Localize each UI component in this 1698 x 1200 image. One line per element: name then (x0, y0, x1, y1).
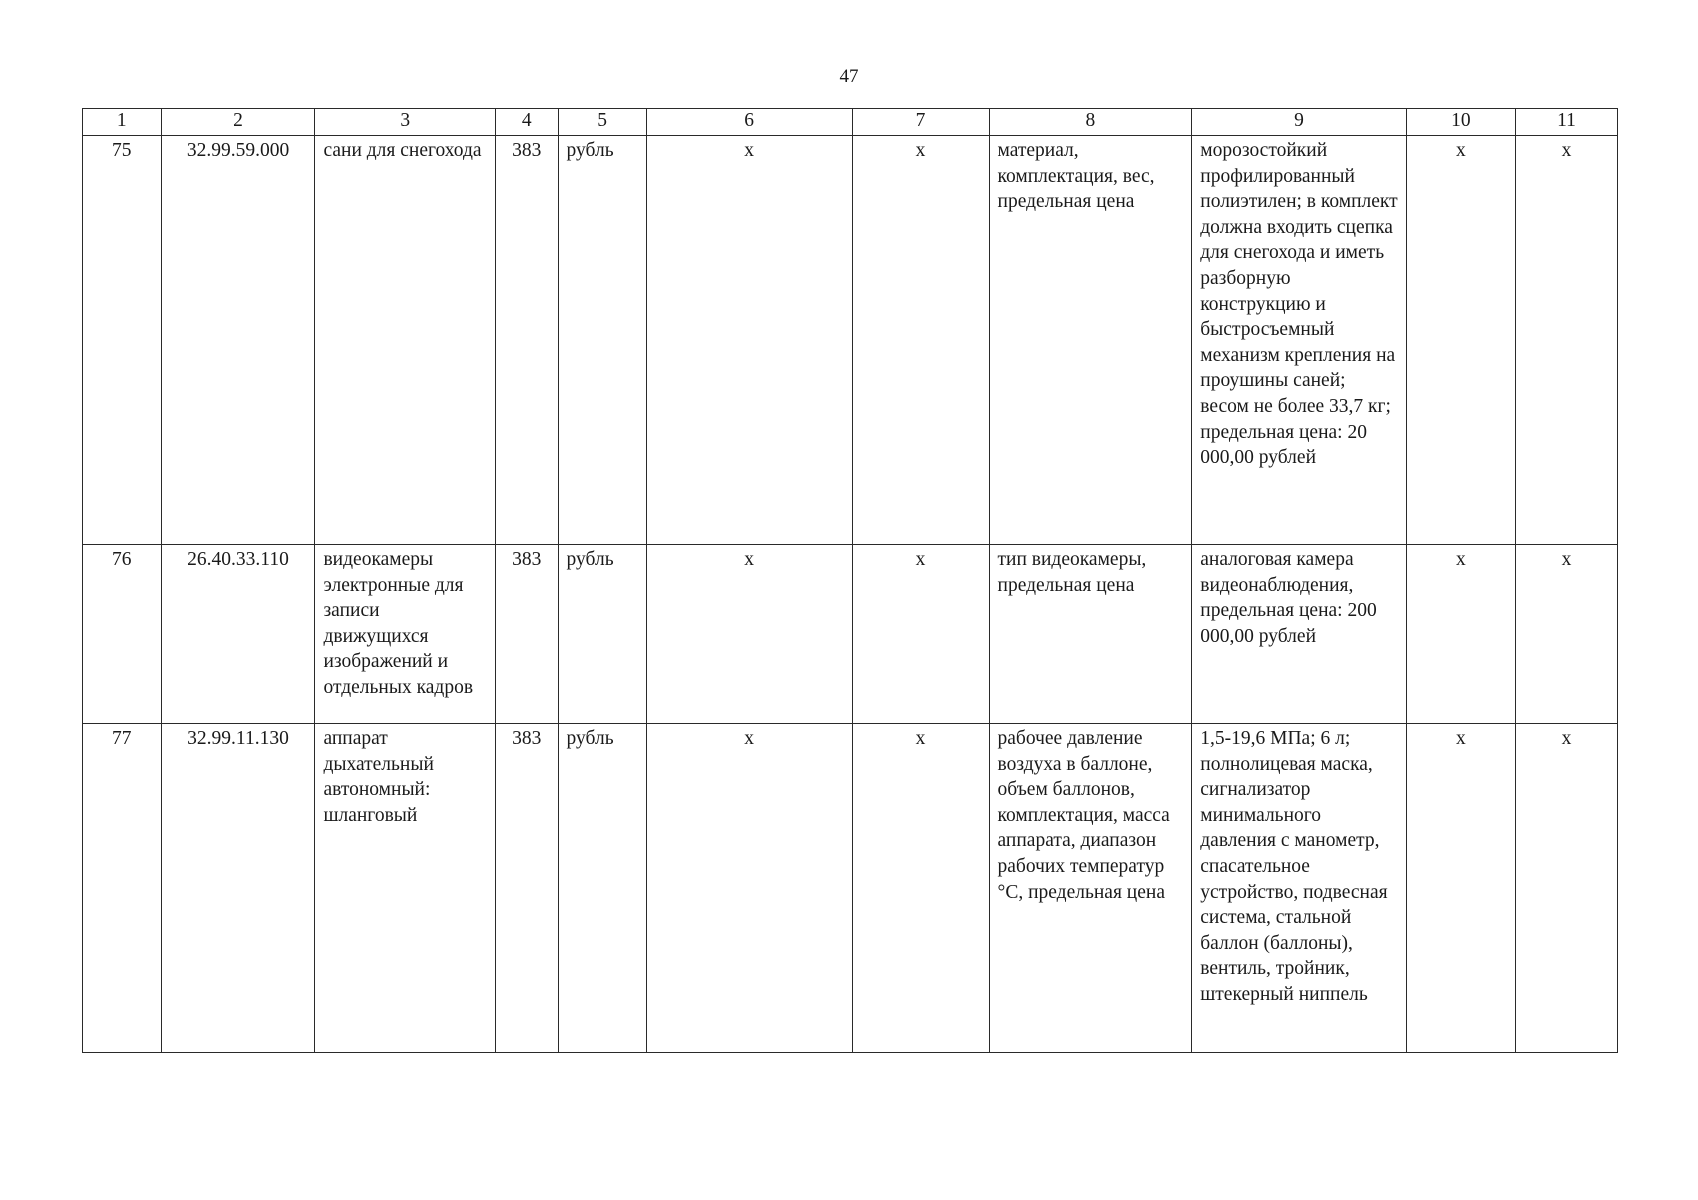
unit-code: 383 (495, 545, 558, 724)
column-header: 4 (495, 109, 558, 136)
column-7-value: x (852, 724, 989, 1053)
header-row (83, 109, 1618, 136)
characteristics: рабочее давление воздуха в баллоне, объем баллонов, комплектация, масса аппарата, диапазон рабочих температур °С, предельная цена (989, 724, 1192, 1053)
item-name: видеокамеры электронные для записи движущихся изображений и отдельных кадров (315, 545, 495, 724)
table-row (83, 724, 1618, 1053)
column-10-value: x (1406, 724, 1515, 1053)
characteristic-values: морозостойкий профилированный полиэтилен; в комплект должна входить сцепка для снегохода и иметь разборную конструкцию и быстросъемный механизм крепления на проушины саней; весом не более 33,7 кг; предельная цена: 20 000,00 рублей (1192, 136, 1406, 545)
column-header: 3 (315, 109, 495, 136)
column-header: 9 (1192, 109, 1406, 136)
page-number: 47 (839, 66, 859, 87)
column-header: 11 (1516, 109, 1618, 136)
item-name: сани для снегохода (315, 136, 495, 545)
row-number: 76 (83, 545, 162, 724)
unit-name: рубль (558, 724, 646, 1053)
characteristics: материал, комплектация, вес, предельная цена (989, 136, 1192, 545)
column-6-value: x (646, 724, 852, 1053)
column-11-value: x (1516, 724, 1618, 1053)
unit-code: 383 (495, 136, 558, 545)
classifier-code: 32.99.59.000 (161, 136, 315, 545)
classifier-code: 26.40.33.110 (161, 545, 315, 724)
column-10-value: x (1406, 545, 1515, 724)
column-10-value: x (1406, 136, 1515, 545)
column-header: 10 (1406, 109, 1515, 136)
column-7-value: x (852, 545, 989, 724)
column-11-value: x (1516, 545, 1618, 724)
column-6-value: x (646, 545, 852, 724)
specification-table (82, 108, 1618, 1053)
item-name: аппарат дыхательный автономный: шланговый (315, 724, 495, 1053)
unit-name: рубль (558, 136, 646, 545)
classifier-code: 32.99.11.130 (161, 724, 315, 1053)
column-header: 1 (83, 109, 162, 136)
column-header: 5 (558, 109, 646, 136)
column-header: 2 (161, 109, 315, 136)
column-header: 6 (646, 109, 852, 136)
column-11-value: x (1516, 136, 1618, 545)
column-header: 8 (989, 109, 1192, 136)
unit-name: рубль (558, 545, 646, 724)
column-header: 7 (852, 109, 989, 136)
table-row (83, 545, 1618, 724)
unit-code: 383 (495, 724, 558, 1053)
characteristic-values: 1,5-19,6 МПа; 6 л; полнолицевая маска, сигнализатор минимального давления с манометр, спасательное устройство, подвесная система, стальной баллон (баллоны), вентиль, тройник, штекерный ниппель (1192, 724, 1406, 1053)
column-6-value: x (646, 136, 852, 545)
table-row (83, 136, 1618, 545)
column-7-value: x (852, 136, 989, 545)
row-number: 77 (83, 724, 162, 1053)
characteristics: тип видеокамеры, предельная цена (989, 545, 1192, 724)
row-number: 75 (83, 136, 162, 545)
characteristic-values: аналоговая камера видеонаблюдения, предельная цена: 200 000,00 рублей (1192, 545, 1406, 724)
